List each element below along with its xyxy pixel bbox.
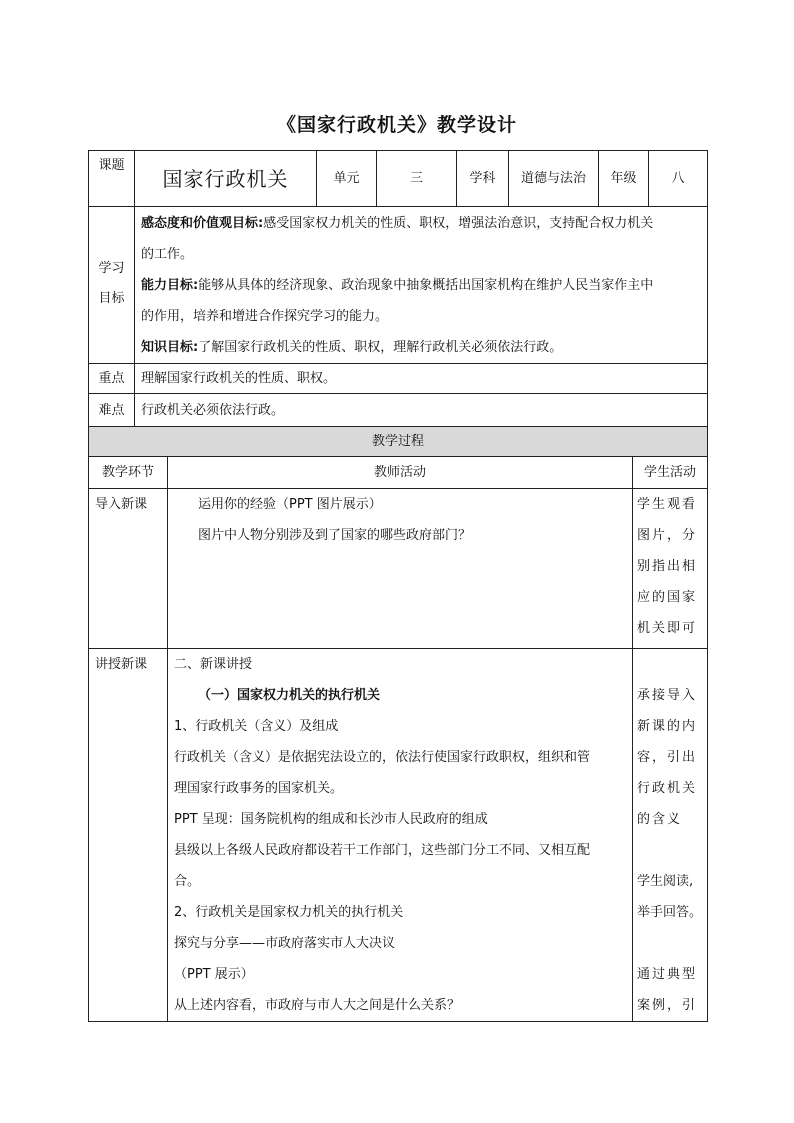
lecture-stage: 讲授新课 xyxy=(89,649,168,1021)
lecture-student-line: 案例，引 xyxy=(637,998,698,1013)
intro-student-line: 图片，分 xyxy=(637,528,698,543)
lecture-student-line xyxy=(637,835,703,866)
intro-stage: 导入新课 xyxy=(89,489,168,649)
knowledge-title: 知识目标: xyxy=(141,340,199,355)
col-teacher-header: 教师活动 xyxy=(168,457,633,489)
attitude-text-2: 的工作。 xyxy=(141,247,194,262)
lecture-teacher xyxy=(168,649,633,1021)
lecture-line: 合。 xyxy=(174,874,201,889)
lecture-line: 二、新课讲授 xyxy=(174,657,253,672)
intro-teacher-line2: 图片中人物分别涉及到了国家的哪些政府部门？ xyxy=(198,528,472,543)
key-point-text: 理解国家行政机关的性质、职权。 xyxy=(135,364,707,394)
lecture-line: 县级以上各级人民政府都设若干工作部门，这些部门分工不同、又相互配 xyxy=(174,843,591,858)
goals-label-line1: 学习 xyxy=(98,261,125,276)
lecture-line: 1、行政机关（含义）及组成 xyxy=(174,719,339,734)
lecture-student-line: 容，引出 xyxy=(637,750,698,765)
intro-teacher xyxy=(168,489,633,649)
intro-student-line: 别指出相 xyxy=(637,559,698,574)
lecture-line: 2、行政机关是国家权力机关的执行机关 xyxy=(174,905,404,920)
col-student-header: 学生活动 xyxy=(633,457,707,489)
intro-student-line: 学生观看 xyxy=(637,497,698,512)
grade-value: 八 xyxy=(649,151,707,207)
lecture-line: 理国家行政事务的国家机关。 xyxy=(174,781,344,796)
lecture-line: PPT 呈现：国务院机构的组成和长沙市人民政府的组成 xyxy=(174,812,488,827)
lesson-plan-table xyxy=(88,150,708,1022)
lecture-line: 行政机关（含义）是依据宪法设立的，依法行使国家行政职权，组织和管 xyxy=(174,750,591,765)
unit-label: 单元 xyxy=(317,151,377,207)
lecture-student xyxy=(633,649,707,1021)
lecture-student-line xyxy=(637,928,703,959)
lecture-student-line: 通过典型 xyxy=(637,967,698,982)
difficulty-text: 行政机关必须依法行政。 xyxy=(135,394,707,427)
intro-teacher-line1: 运用你的经验（PPT 图片展示） xyxy=(198,497,382,512)
goals-content xyxy=(135,207,707,364)
goals-label-line2: 目标 xyxy=(98,291,125,306)
lecture-line: 从上述内容看，市政府与市人大之间是什么关系？ xyxy=(174,998,461,1013)
ability-text-2: 的作用，培养和增进合作探究学习的能力。 xyxy=(141,309,389,324)
subject-value: 道德与法治 xyxy=(509,151,599,207)
topic-label: 课题 xyxy=(89,151,135,207)
difficulty-label: 难点 xyxy=(89,394,135,427)
process-header: 教学过程 xyxy=(89,427,707,457)
goals-label xyxy=(89,207,135,364)
ability-title: 能力目标: xyxy=(141,278,199,293)
lecture-student-line: 举手回答。 xyxy=(637,905,703,920)
unit-value: 三 xyxy=(377,151,457,207)
attitude-title: 感态度和价值观目标: xyxy=(141,216,264,231)
lecture-line: （PPT 展示） xyxy=(174,967,254,982)
subject-label: 学科 xyxy=(457,151,509,207)
intro-student xyxy=(633,489,707,649)
ability-text-1: 能够从具体的经济现象、政治现象中抽象概括出国家机构在维护人民当家作主中 xyxy=(198,278,654,293)
lecture-student-line: 学生阅读, xyxy=(637,874,694,889)
document-title: 《国家行政机关》教学设计 xyxy=(276,114,517,136)
lecture-student-line: 的含义 xyxy=(637,812,683,827)
lecture-student-line: 新课的内 xyxy=(637,719,698,734)
lecture-student-line: 承接导入 xyxy=(637,688,698,703)
intro-student-line: 应的国家 xyxy=(637,590,698,605)
key-point-label: 重点 xyxy=(89,364,135,394)
lecture-student-line xyxy=(637,649,703,680)
lecture-line: 探究与分享——市政府落实市人大决议 xyxy=(174,936,396,951)
lecture-student-line: 行政机关 xyxy=(637,781,698,796)
topic-value: 国家行政机关 xyxy=(135,151,317,207)
lecture-line: （一）国家权力机关的执行机关 xyxy=(198,688,381,703)
grade-label: 年级 xyxy=(599,151,649,207)
intro-student-line: 机关即可 xyxy=(637,621,698,636)
col-stage-header: 教学环节 xyxy=(89,457,168,489)
attitude-text-1: 感受国家权力机关的性质、职权，增强法治意识，支持配合权力机关 xyxy=(263,216,654,231)
knowledge-text: 了解国家行政机关的性质、职权，理解行政机关必须依法行政。 xyxy=(198,340,563,355)
